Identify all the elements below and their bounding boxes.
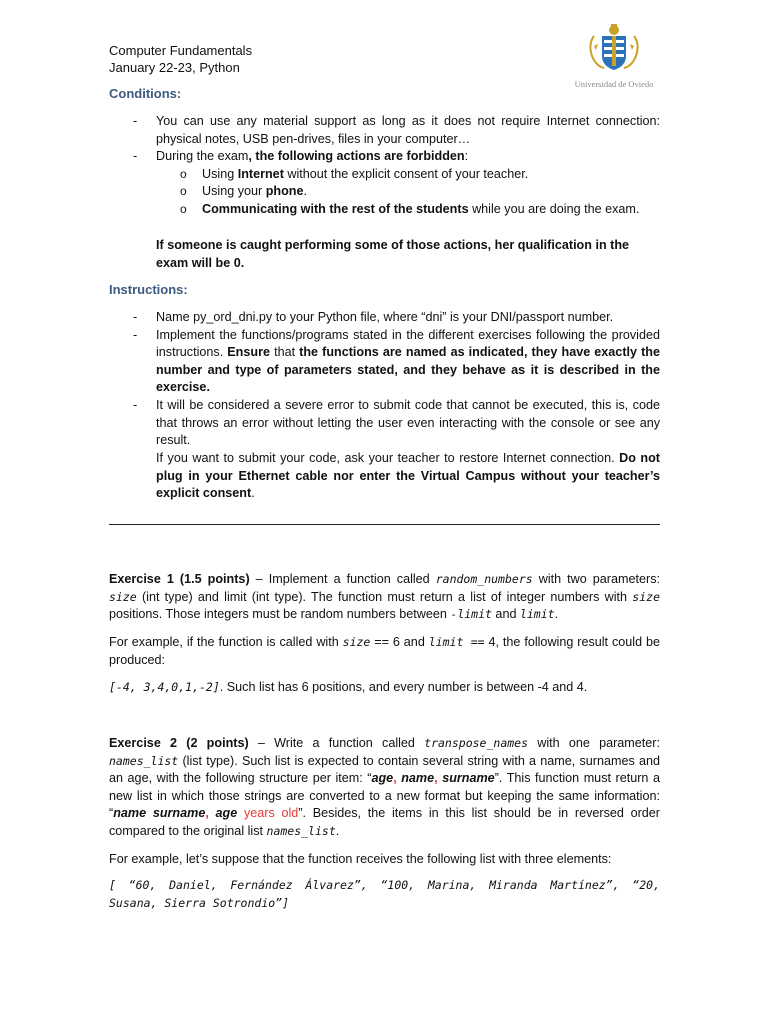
exercise2-example-list: [ “60, Daniel, Fernández Álvarez”, “100, Marina, Miranda Martínez”, “20, Susana, Sierra Sotrondio”] [109, 878, 660, 910]
instructions-heading: Instructions: [109, 282, 188, 297]
list-item: - You can use any material support as long as it does not require Internet connection: physical notes, USB pen-drives, files in your computer… [133, 114, 660, 146]
list-item: o Using Internet without the explicit consent of your teacher. [180, 166, 529, 181]
list-item: o Communicating with the rest of the students while you are doing the exam. [180, 201, 640, 216]
exercise2-example-intro: For example, let’s suppose that the function receives the following list with three elements: [109, 852, 612, 866]
instructions-list [109, 309, 660, 450]
exercise1-statement: Exercise 1 (1.5 points) – Implement a function called random_numbers with two parameters: size (int type) and limit (int type). The function must return a list of integer numbers with size positions. Those integers must be random numbers between -limit and limit. [109, 572, 660, 622]
course-name: Computer Fundamentals [109, 43, 253, 58]
university-name: Universidad de Oviedo [574, 79, 654, 89]
section-divider [109, 524, 660, 525]
list-item: - It will be considered a severe error to submit code that cannot be executed, this is, code that throws an error without letting the user even interacting with the console or see any result. [133, 397, 660, 448]
document-header [109, 42, 252, 76]
instructions-extra: If you want to submit your code, ask your teacher to restore Internet connection. Do not plug in your Ethernet cable nor enter the Virtual Campus without your teacher’s explicit consent. [156, 451, 660, 501]
exercise1-title: Exercise 1 (1.5 points) [109, 572, 250, 586]
list-item: - During the exam, the following actions are forbidden: o Using Internet without the explicit consent of your teacher. o Using your phone. o Communicating with the rest of the students while you are doing the exam. [109, 148, 660, 218]
university-logo [566, 22, 662, 88]
university-crest-icon [582, 22, 646, 72]
exercise2-statement: Exercise 2 (2 points) – Write a function called transpose_names with one parameter: names_list (list type). Such list is expected to contain several string with a name, surnames and an age, with the following structure per item: “age, name, surname”. This function must return a new list in which those strings are converted to a new format but keeping the same information: “name surname, age years old”. Besides, the items in this list should be in reversed order compared to the original list names_list. [109, 736, 660, 838]
exercise1-result: [-4, 3,4,0,1,-2]. Such list has 6 positions, and every number is between -4 and 4. [109, 680, 588, 694]
conditions-heading: Conditions: [109, 86, 182, 101]
exam-date: January 22-23, Python [109, 60, 240, 75]
list-item: - Name py_ord_dni.py to your Python file, where “dni” is your DNI/passport number. [133, 310, 614, 324]
forbidden-actions-list [156, 166, 660, 219]
list-item: - Implement the functions/programs stated in the different exercises following the provided instructions. Ensure that the functions are named as indicated, they have exactly the number and type of parameters stated, and they behave as it is described in the exercise. [133, 327, 660, 395]
exercise2-title: Exercise 2 (2 points) [109, 736, 249, 750]
conditions-list [109, 113, 660, 219]
exercise1-example: For example, if the function is called with size == 6 and limit == 4, the following result could be produced: [109, 635, 661, 667]
list-item: o Using your phone. [180, 184, 307, 199]
conditions-note: If someone is caught performing some of those actions, her qualification in the exam will be 0. [156, 238, 630, 270]
